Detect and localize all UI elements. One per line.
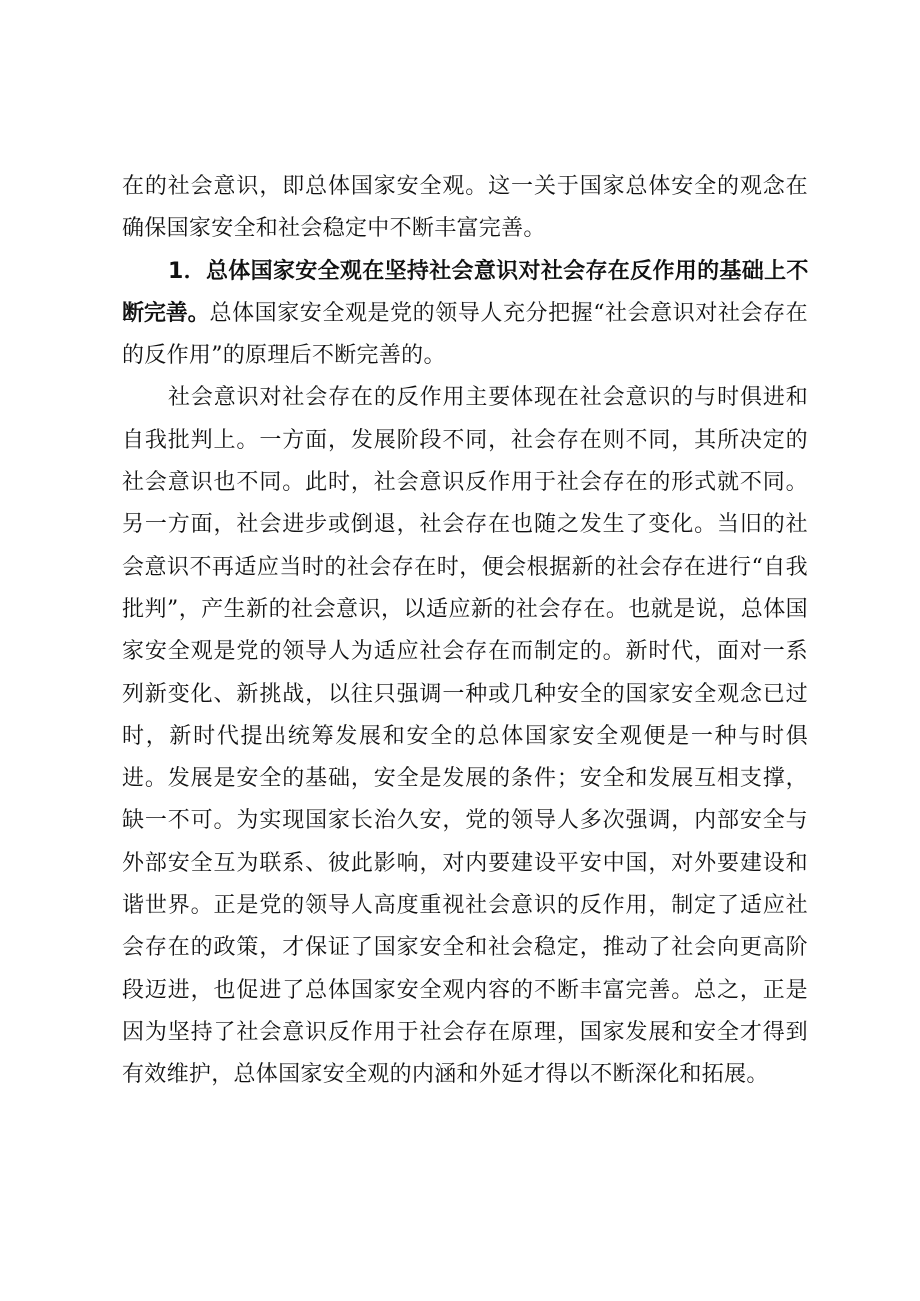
section-heading: 1．总体国家安全观在坚持社会意识对社会存在反作用的基础上不断完善。 — [122, 258, 808, 326]
section-body-text: 总体国家安全观是党的领导人充分把握“社会意识对社会存在的反作用”的原理后不断完善的。 — [122, 300, 808, 369]
paragraph-section-1 — [122, 251, 808, 378]
paragraph-main: 社会意识对社会存在的反作用主要体现在社会意识的与时俱进和自我批判上。一方面，发展阶段不同，社会存在则不同，其所决定的社会意识也不同。此时，社会意识反作用于社会存在的形式就不同。另一方面，社会进步或倒退，社会存在也随之发生了变化。当旧的社会意识不再适应当时的社会存在时，便会根据新的社会存在进行“自我批判”，产生新的社会意识，以适应新的社会存在。也就是说，总体国家安全观是党的领导人为适应社会存在而制定的。新时代，面对一系列新变化、新挑战，以往只强调一种或几种安全的国家安全观念已过时，新时代提出统筹发展和安全的总体国家安全观便是一种与时俱进。发展是安全的基础，安全是发展的条件；安全和发展互相支撑，缺一不可。为实现国家长治久安，党的领导人多次强调，内部安全与外部安全互为联系、彼此影响，对内要建设平安中国，对外要建设和谐世界。正是党的领导人高度重视社会意识的反作用，制定了适应社会存在的政策，才保证了国家安全和社会稳定，推动了社会向更高阶段迈进，也促进了总体国家安全观内容的不断丰富完善。总之，正是因为坚持了社会意识反作用于社会存在原理，国家发展和安全才得到有效维护，总体国家安全观的内涵和外延才得以不断深化和拓展。 — [122, 385, 808, 1088]
paragraph-continuation: 在的社会意识，即总体国家安全观。这一关于国家总体安全的观念在确保国家安全和社会稳定中不断丰富完善。 — [122, 174, 808, 242]
document-body — [122, 166, 808, 1097]
